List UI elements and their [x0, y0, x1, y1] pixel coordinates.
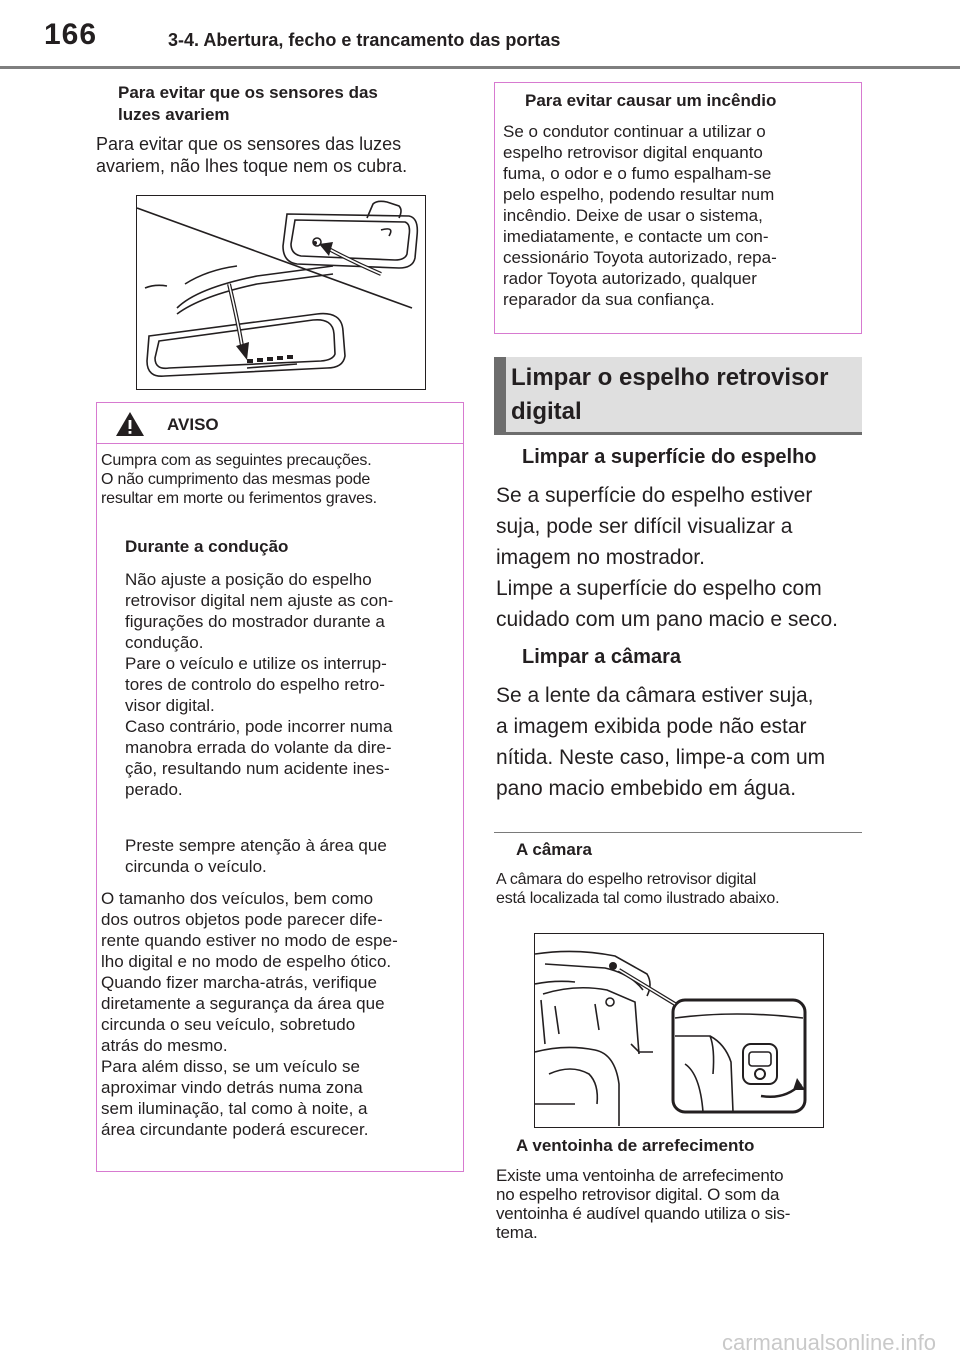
camera-clean-title: Limpar a câmara: [522, 646, 681, 668]
mirror-surface-title: Limpar a superfície do espelho: [522, 446, 817, 468]
camera-location-drawing: [535, 934, 822, 1126]
page-number: 166: [44, 18, 98, 51]
header-divider: [0, 66, 960, 69]
sensors-heading: Para evitar que os sensores das luzes avariem: [118, 83, 378, 124]
warning-title: AVISO: [167, 415, 219, 434]
warning-box: [96, 402, 464, 1172]
section-heading-text: Limpar o espelho retrovisor digital: [511, 364, 829, 425]
sensors-text: Para evitar que os sensores das luzes avariem, não lhes toque nem os cubra.: [96, 134, 408, 176]
camera-clean-text: Se a lente da câmara estiver suja, a imagem exibida pode não estar nítida. Neste caso, limpe-a com um pano macio embebido em água.: [496, 684, 826, 800]
section-rule: [494, 832, 862, 833]
attention-text: Preste sempre atenção à área que circunda o veículo.: [125, 836, 387, 876]
mirror-sensor-drawing: [137, 196, 424, 388]
section-title: 3-4. Abertura, fecho e trancamento das portas: [168, 30, 561, 50]
section-heading: [494, 357, 862, 435]
fire-warning-text: Se o condutor continuar a utilizar o espelho retrovisor digital enquanto fuma, o odor e o fumo espalham-se pelo espelho, podendo resultar num incêndio. Deixe de usar o sistema, imediatamente, e contacte um con- cessionário Toyota autorizado, repa- rador Toyota autorizado, qualquer reparador da sua confiança.: [503, 122, 777, 309]
driving-text: Não ajuste a posição do espelho retrovisor digital nem ajuste as con- figurações do mostrador durante a condução. Pare o veículo e utilize os interrup- tores de controlo do espelho retro- visor digital. Caso contrário, pode incorrer numa manobra errada do volante da dire- ção, resultando num acidente ines- perado.: [125, 570, 394, 799]
warning-header: [97, 403, 463, 444]
camera-title: A câmara: [516, 840, 592, 859]
watermark-text: carmanualsonline.info: [722, 1330, 937, 1355]
fan-title: A ventoinha de arrefecimento: [516, 1136, 755, 1155]
warning-triangle-icon: [115, 411, 145, 437]
mirror-sensor-illustration: [136, 195, 426, 390]
fire-warning-title: Para evitar causar um incêndio: [525, 91, 777, 110]
mirror-surface-text: Se a superfície do espelho estiver suja, pode ser difícil visualizar a imagem no mostrador. Limpe a superfície do espelho com cuidado com um pano macio e seco.: [496, 484, 839, 631]
warning-intro: Cumpra com as seguintes precauções. O não cumprimento das mesmas pode resultar em morte ou ferimentos graves.: [101, 452, 377, 507]
camera-location-illustration: [534, 933, 824, 1128]
vehicle-size-text: O tamanho dos veículos, bem como dos outros objetos pode parecer dife- rente quando estiver no modo de espe- lho digital e no modo de espelho ótico. Quando fizer marcha-atrás, verifique diretamente a segurança da área que circunda o seu veículo, sobretudo atrás do mesmo. Para além disso, se um veículo se aproximar vindo detrás numa zona sem iluminação, tal como à noite, a área circundante poderá escurecer.: [101, 889, 398, 1139]
driving-heading: Durante a condução: [125, 537, 289, 556]
fan-text: Existe uma ventoinha de arrefecimento no espelho retrovisor digital. O som da ventoinha é audível quando utiliza o sis- tema.: [496, 1166, 791, 1242]
camera-text: A câmara do espelho retrovisor digital está localizada tal como ilustrado abaixo.: [496, 871, 780, 907]
fire-warning-box: [494, 82, 862, 334]
